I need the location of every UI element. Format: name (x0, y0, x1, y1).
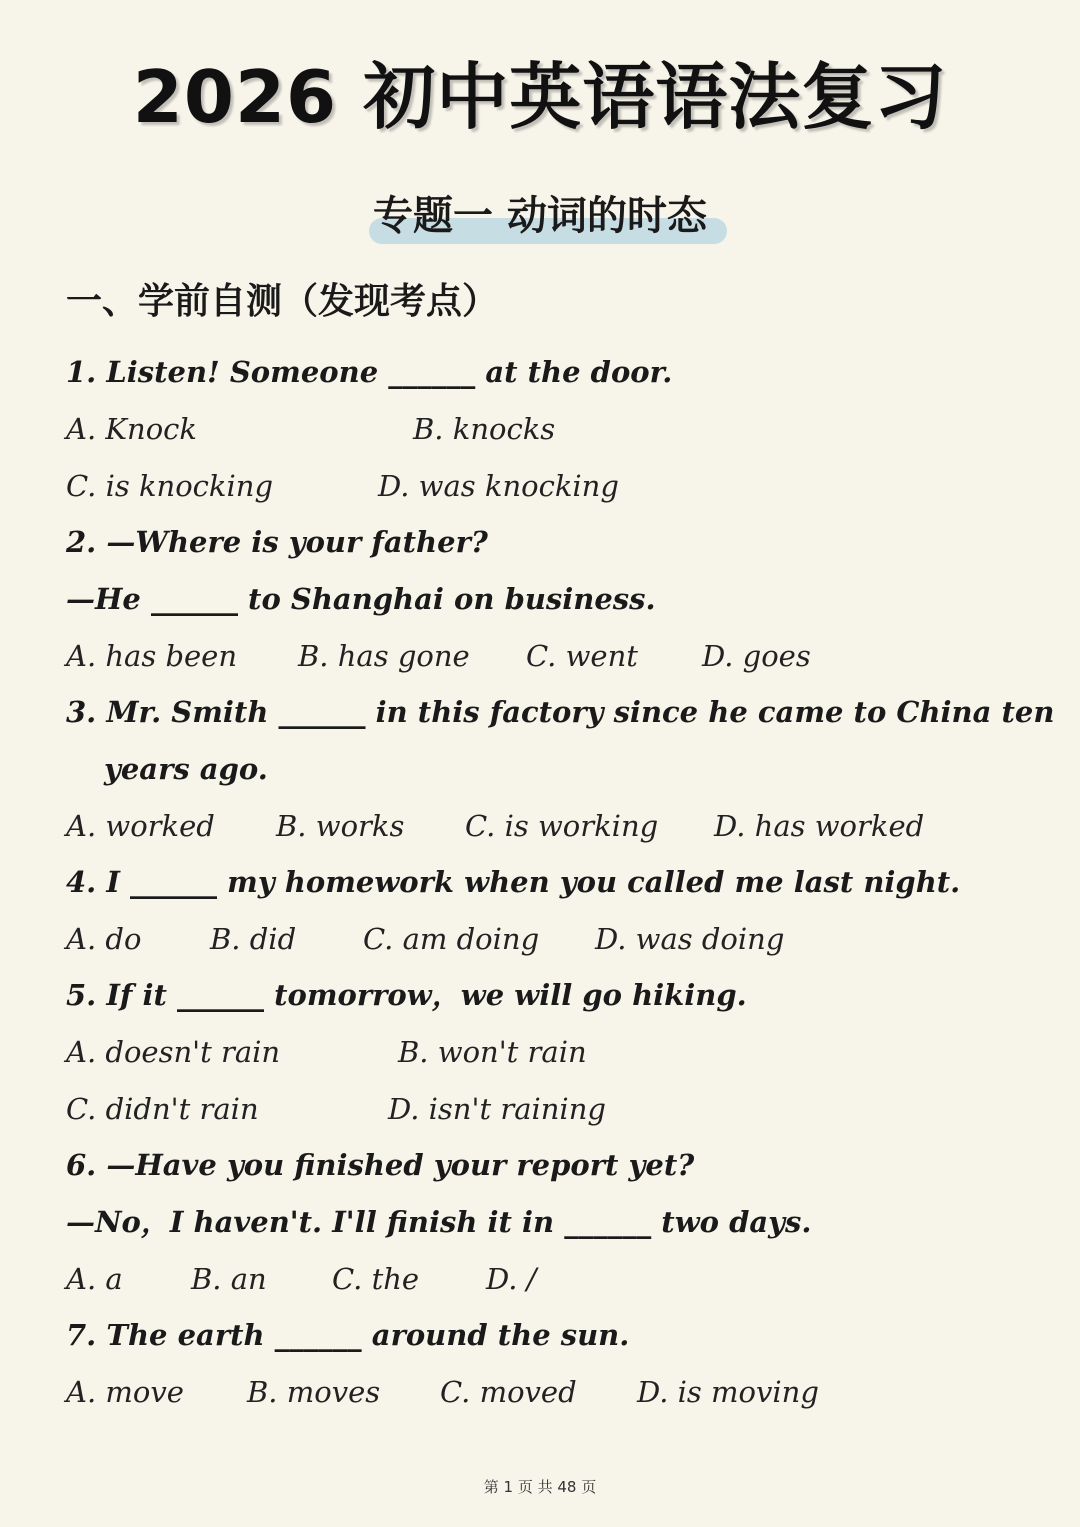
question-2-option-a: A. has been (66, 639, 238, 673)
question-5-option-a: A. doesn't rain (66, 1035, 281, 1069)
question-4-option-d: D. was doing (595, 922, 785, 956)
page-title: 2026 初中英语语法复习 (132, 55, 948, 139)
question-6-option-a: A. a (66, 1262, 123, 1296)
question-1-option-d: D. was knocking (378, 469, 619, 503)
question-5-stem: 5. If it ______ tomorrow，we will go hiking. (66, 978, 747, 1012)
question-6-stem-line-2: —No，I haven't. I'll finish it in ______ two days. (66, 1205, 812, 1239)
question-7-stem: 7. The earth ______ around the sun. (66, 1318, 630, 1352)
subtitle-container (0, 188, 1080, 244)
question-5-option-b: B. won't rain (398, 1035, 587, 1069)
section-heading: 一、学前自测（发现考点） (66, 280, 499, 322)
question-2-option-c: C. went (526, 639, 638, 673)
question-3-option-a: A. worked (66, 809, 215, 843)
question-6-option-b: B. an (191, 1262, 267, 1296)
question-5-option-d: D. isn't raining (388, 1092, 606, 1126)
question-7-option-a: A. move (66, 1375, 184, 1409)
question-1-option-c: C. is knocking (66, 469, 274, 503)
question-6-option-c: C. the (332, 1262, 420, 1296)
question-5-option-c: C. didn't rain (66, 1092, 259, 1126)
question-3-stem-line-2: years ago. (104, 752, 268, 786)
question-3-option-b: B. works (276, 809, 405, 843)
question-1-stem: 1. Listen! Someone ______ at the door. (66, 355, 673, 389)
question-1-option-b: B. knocks (413, 412, 556, 446)
question-3-option-c: C. is working (465, 809, 659, 843)
question-6-stem: 6. —Have you finished your report yet? (66, 1148, 695, 1182)
topic-subtitle: 专题一 动词的时态 (367, 188, 713, 244)
question-7-option-c: C. moved (440, 1375, 577, 1409)
question-4-option-c: C. am doing (363, 922, 540, 956)
question-4-option-a: A. do (66, 922, 142, 956)
page-number-footer: 第 1 页 共 48 页 (483, 1478, 597, 1496)
question-4-option-b: B. did (210, 922, 297, 956)
question-7-option-d: D. is moving (637, 1375, 819, 1409)
question-6-option-d: D. / (486, 1262, 537, 1296)
question-7-option-b: B. moves (247, 1375, 381, 1409)
question-2-option-d: D. goes (702, 639, 811, 673)
question-3-stem: 3. Mr. Smith ______ in this factory since he came to China ten (66, 695, 1055, 729)
question-2-stem-line-2: —He ______ to Shanghai on business. (66, 582, 656, 616)
question-4-stem: 4. I ______ my homework when you called me last night. (66, 865, 961, 899)
question-3-option-d: D. has worked (714, 809, 925, 843)
question-1-option-a: A. Knock (66, 412, 197, 446)
question-2-stem: 2. —Where is your father? (66, 525, 488, 559)
question-2-option-b: B. has gone (298, 639, 470, 673)
